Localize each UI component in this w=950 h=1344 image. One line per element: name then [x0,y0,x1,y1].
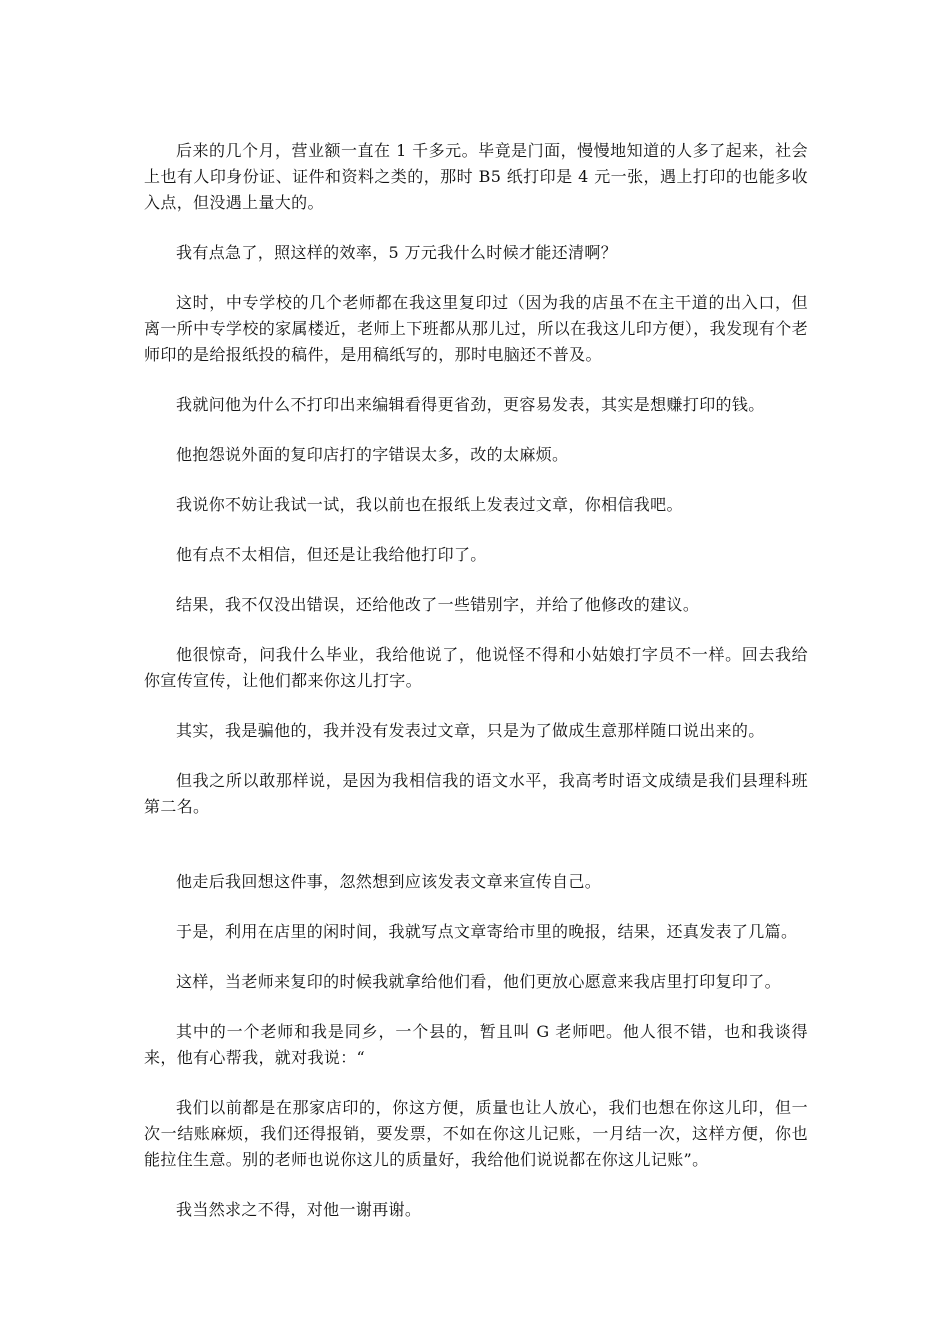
paragraph-16: 我们以前都是在那家店印的，你这方便，质量也让人放心，我们也想在你这儿印，但一次一结账麻烦，我们还得报销，要发票，不如在你这儿记账，一月结一次，这样方便，你也能拉住生意。别的老师也说你这儿的质量好，我给他们说说都在你这儿记账”。 [144,1098,808,1169]
paragraph-13: 于是，利用在店里的闲时间，我就写点文章寄给市里的晚报，结果，还真发表了几篇。 [176,922,798,941]
paragraph-9: 他很惊奇，问我什么毕业，我给他说了，他说怪不得和小姑娘打字员不一样。回去我给你宣传宣传，让他们都来你这儿打字。 [144,645,808,690]
paragraph-8: 结果，我不仅没出错误，还给他改了一些错别字，并给了他修改的建议。 [176,595,700,614]
paragraph-11: 但我之所以敢那样说，是因为我相信我的语文水平，我高考时语文成绩是我们县理科班第二名。 [144,771,808,816]
paragraph-15: 其中的一个老师和我是同乡，一个县的，暂且叫 G 老师吧。他人很不错，也和我谈得来，他有心帮我，就对我说：“ [144,1022,808,1067]
paragraph-2: 我有点急了，照这样的效率，5 万元我什么时候才能还清啊？ [176,243,618,262]
paragraph-14: 这样，当老师来复印的时候我就拿给他们看，他们更放心愿意来我店里打印复印了。 [176,972,781,991]
paragraph-10: 其实，我是骗他的，我并没有发表过文章，只是为了做成生意那样随口说出来的。 [176,721,765,740]
paragraph-3: 这时，中专学校的几个老师都在我这里复印过（因为我的店虽不在主干道的出入口，但离一所中专学校的家属楼近，老师上下班都从那儿过，所以在我这儿印方便），我发现有个老师印的是给报纸投的稿件，是用稿纸写的，那时电脑还不普及。 [144,293,808,364]
paragraph-4: 我就问他为什么不打印出来编辑看得更省劲，更容易发表，其实是想赚打印的钱。 [176,395,765,414]
paragraph-5: 他抱怨说外面的复印店打的字错误太多，改的太麻烦。 [176,445,569,464]
document-page [144,138,808,1223]
paragraph-12: 他走后我回想这件事，忽然想到应该发表文章来宣传自己。 [176,872,602,891]
paragraph-17: 我当然求之不得，对他一谢再谢。 [176,1200,422,1219]
paragraph-7: 他有点不太相信，但还是让我给他打印了。 [176,545,487,564]
paragraph-1: 后来的几个月，营业额一直在 1 千多元。毕竟是门面，慢慢地知道的人多了起来，社会上也有人印身份证、证件和资料之类的，那时 B5 纸打印是 4 元一张，遇上打印的也能多收入点，但没遇上量大的。 [144,141,808,212]
paragraph-6: 我说你不妨让我试一试，我以前也在报纸上发表过文章，你相信我吧。 [176,495,683,514]
